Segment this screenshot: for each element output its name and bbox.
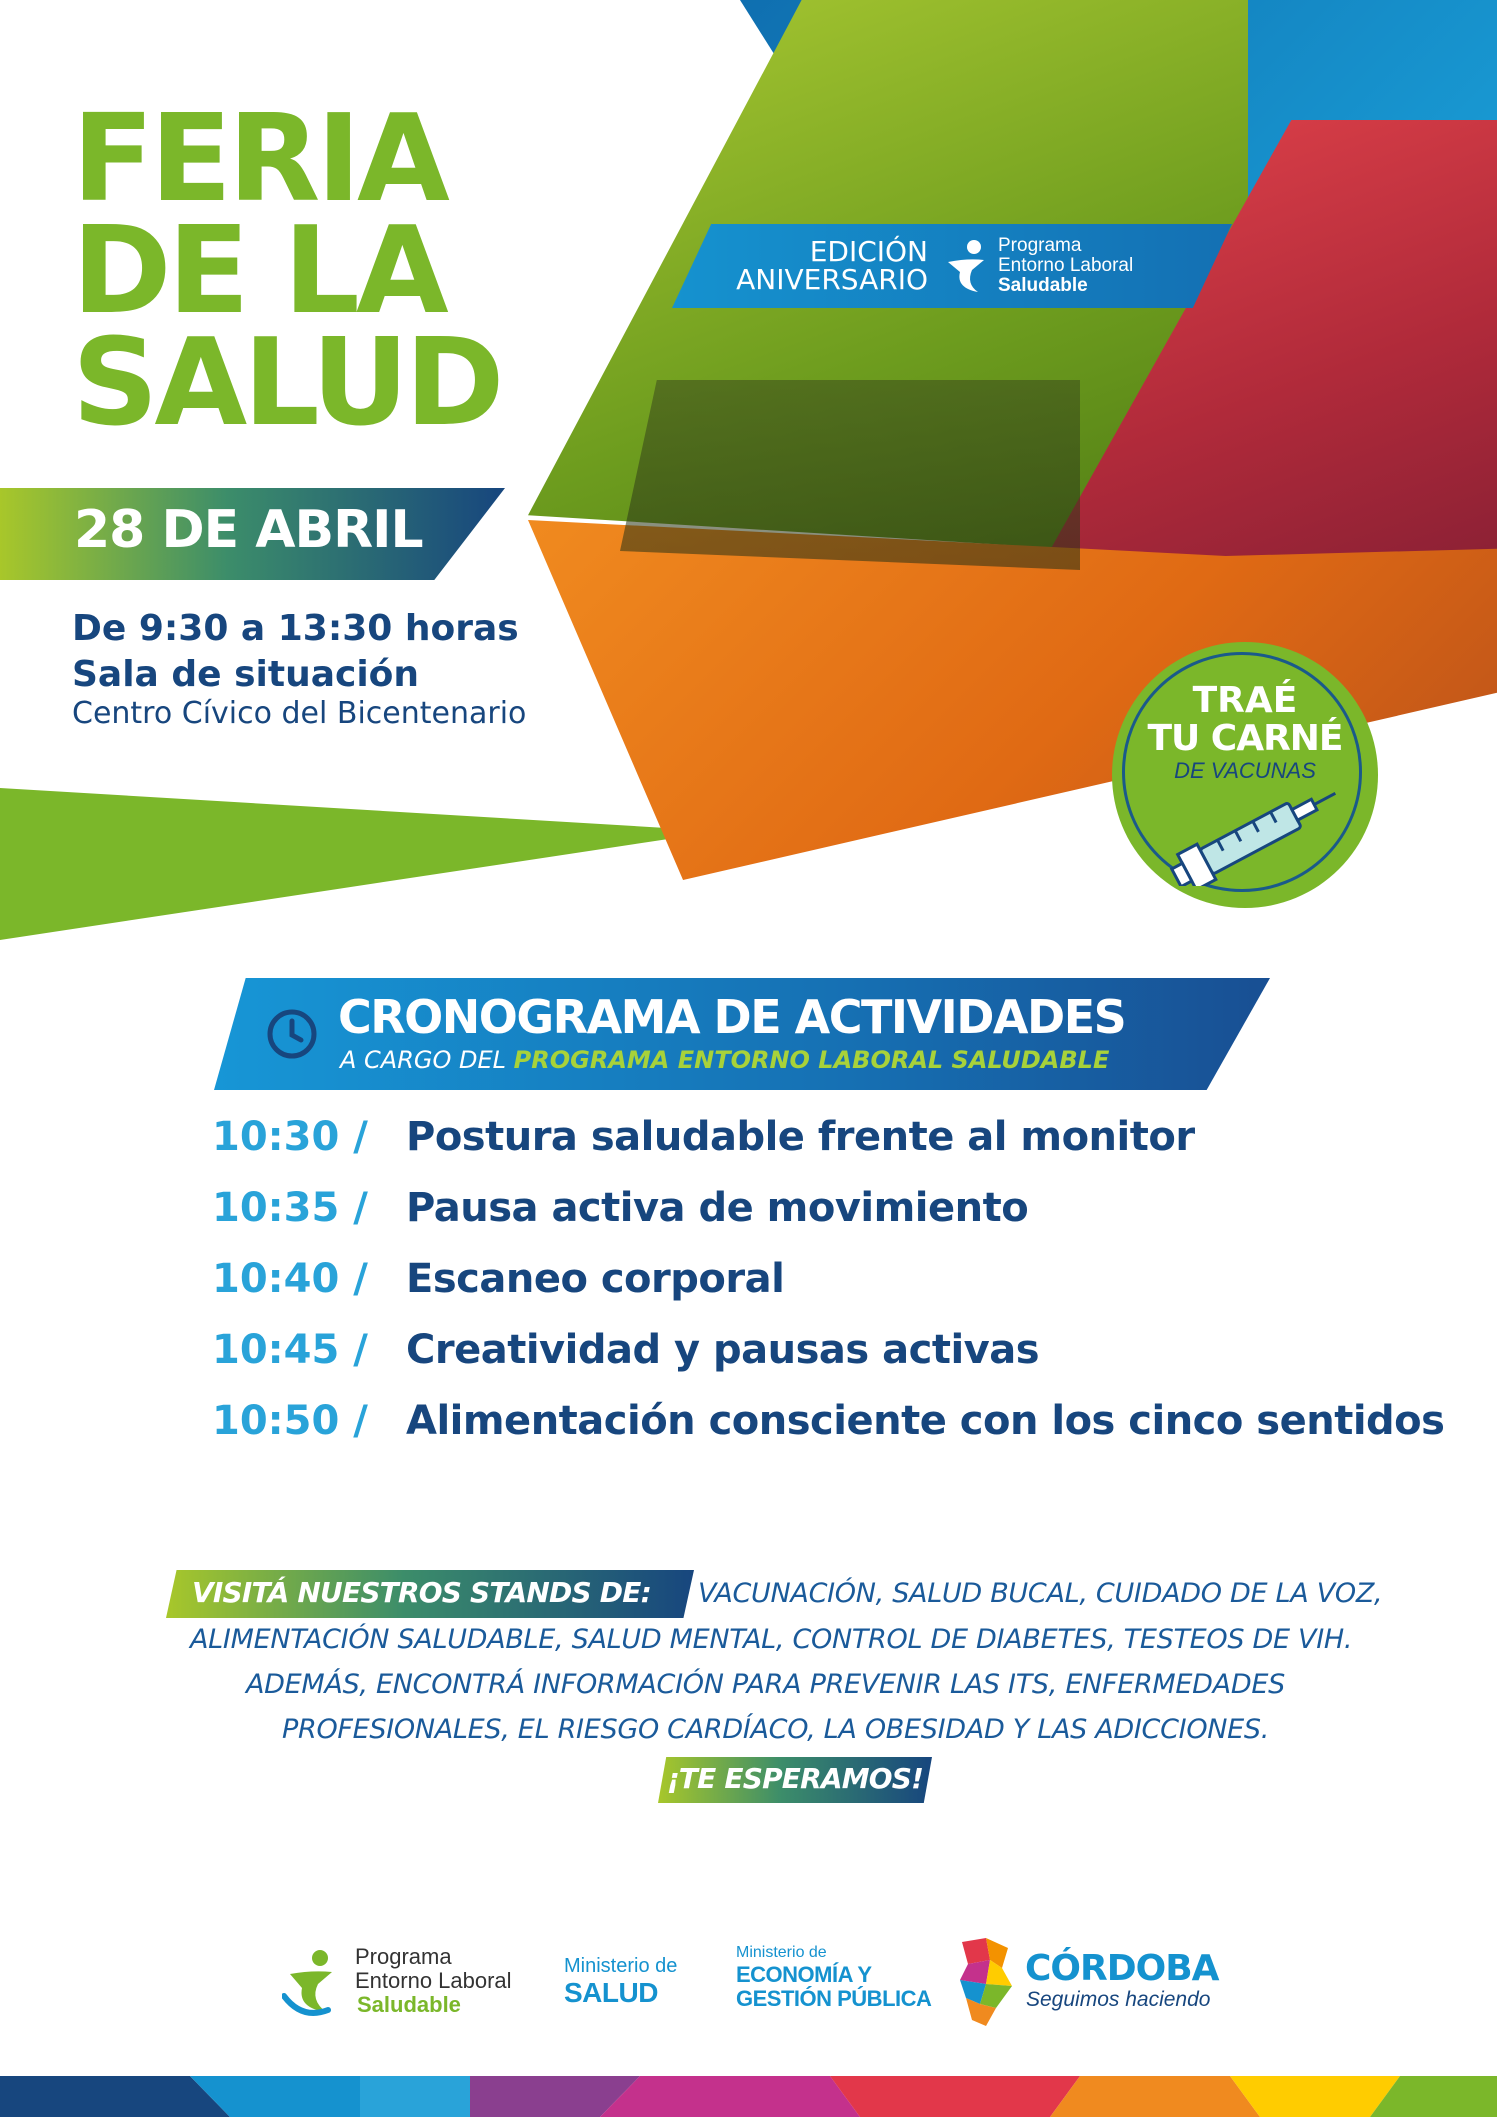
badge-line1: TRAÉ (1192, 680, 1298, 721)
schedule-subtitle-highlight: PROGRAMA ENTORNO LABORAL SALUDABLE (513, 1046, 1110, 1074)
schedule-subtitle-prefix: A CARGO DEL (340, 1046, 507, 1074)
program-logo-icon (282, 1948, 342, 2018)
event-hours: De 9:30 a 13:30 horas (72, 608, 519, 649)
schedule-activity: Escaneo corporal (406, 1256, 785, 1302)
title-line-1: FERIA (72, 90, 446, 229)
stands-line-3: ADEMÁS, ENCONTRÁ INFORMACIÓN PARA PREVENIR LAS ITS, ENFERMEDADES (246, 1669, 1285, 1700)
footer-program-line1: Programa (355, 1944, 452, 1969)
schedule-time: 10:50 / (212, 1398, 368, 1444)
footer-economia-line3: GESTIÓN PÚBLICA (736, 1986, 932, 2011)
schedule-activity: Creatividad y pausas activas (406, 1327, 1040, 1373)
event-date: 28 DE ABRIL (74, 500, 423, 560)
edition-program-line1: Programa (998, 235, 1082, 256)
program-figure-icon (944, 238, 992, 294)
stands-line-4: PROFESIONALES, EL RIESGO CARDÍACO, LA OBESIDAD Y LAS ADICCIONES. (282, 1714, 1270, 1745)
footer-program-line2: Entorno Laboral (355, 1968, 512, 1993)
schedule-activity: Alimentación consciente con los cinco sentidos (406, 1398, 1445, 1444)
badge-line3: DE VACUNAS (1174, 758, 1316, 783)
syringe-icon (1160, 786, 1350, 886)
clock-icon (266, 1008, 318, 1060)
footer-color-bar (0, 2076, 1497, 2117)
schedule-subtitle (340, 1046, 1109, 1074)
badge-line2: TU CARNÉ (1147, 718, 1343, 759)
event-venue: Centro Cívico del Bicentenario (72, 696, 527, 731)
footer-program-line3: Saludable (357, 1992, 461, 2017)
schedule-activity: Postura saludable frente al monitor (406, 1114, 1195, 1160)
decorative-green-wedge (0, 780, 720, 940)
footer-cordoba-name: CÓRDOBA (1025, 1948, 1219, 1989)
photo-food-table (620, 380, 1080, 570)
schedule-time: 10:30 / (212, 1114, 368, 1160)
title-line-3: SALUD (72, 314, 501, 453)
title-line-2: DE LA (72, 202, 445, 341)
closing-text: ¡TE ESPERAMOS! (666, 1762, 924, 1795)
footer-economia-line1: Ministerio de (736, 1944, 827, 1961)
edition-line1: EDICIÓN (809, 235, 928, 268)
cordoba-map-icon (956, 1938, 1014, 2028)
stands-tag: VISITÁ NUESTROS STANDS DE: (192, 1576, 651, 1609)
stands-line-2: ALIMENTACIÓN SALUDABLE, SALUD MENTAL, CONTROL DE DIABETES, TESTEOS DE VIH. (190, 1624, 1353, 1655)
edition-program-line2: Entorno Laboral (998, 255, 1134, 276)
footer-salud-line2: SALUD (564, 1977, 658, 2008)
footer-economia-line2: ECONOMÍA Y (736, 1962, 872, 1987)
schedule-time: 10:40 / (212, 1256, 368, 1302)
edition-program-line3: Saludable (998, 275, 1088, 296)
schedule-activity: Pausa activa de movimiento (406, 1185, 1029, 1231)
schedule-title: CRONOGRAMA DE ACTIVIDADES (338, 990, 1126, 1044)
stands-line-1: VACUNACIÓN, SALUD BUCAL, CUIDADO DE LA VOZ, (698, 1578, 1383, 1609)
event-room: Sala de situación (72, 654, 420, 695)
footer-salud-line1: Ministerio de (564, 1955, 678, 1977)
edition-line2: ANIVERSARIO (736, 263, 928, 296)
schedule-time: 10:35 / (212, 1185, 368, 1231)
footer-cordoba-slogan: Seguimos haciendo (1026, 1988, 1211, 2011)
schedule-time: 10:45 / (212, 1327, 368, 1373)
